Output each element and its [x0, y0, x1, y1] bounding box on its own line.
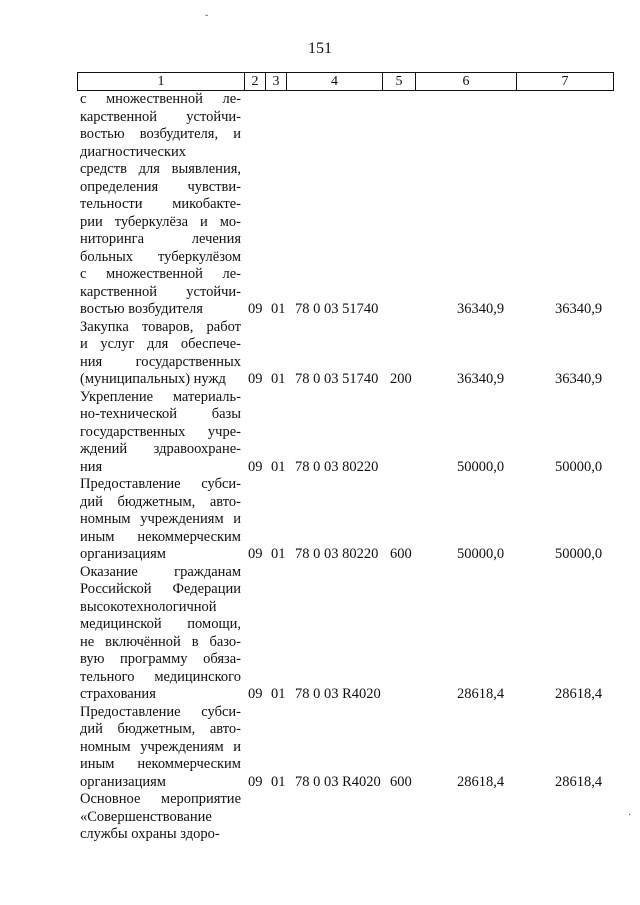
expense-type-code: 600: [390, 773, 412, 790]
row-name-line: больных туберкулёзом: [80, 248, 241, 265]
row-name: [80, 476, 241, 564]
table-row: [80, 476, 620, 564]
row-name-line: номным учреждениям и: [80, 738, 241, 755]
row-name: [80, 564, 241, 704]
row-name-line: иным некоммерческим: [80, 528, 241, 545]
row-name-line: ния государственных: [80, 353, 241, 370]
row-name-line: Российской Федерации: [80, 581, 241, 597]
section-code: 09: [248, 773, 263, 790]
table-row: [80, 389, 620, 477]
row-name-line: и услуг для обеспече-: [80, 336, 241, 352]
row-name-line: вую программу обяза-: [80, 651, 241, 667]
row-name-line: ниторинга лечения: [80, 231, 241, 247]
section-code: 09: [248, 371, 263, 387]
amount-col-7: 50000,0: [555, 546, 603, 562]
row-name-line: дий бюджетным, авто-: [80, 493, 241, 510]
amount-col-6: 50000,0: [457, 546, 505, 562]
row-name-line: востью возбудителя: [80, 301, 203, 317]
row-name-line: средств для выявления,: [80, 161, 241, 177]
row-name-line: Предоставление субси-: [80, 703, 241, 720]
column-header-3: 3: [266, 73, 287, 91]
row-name-line: Укрепление материаль-: [80, 388, 241, 405]
amount-col-6: 28618,4: [457, 686, 505, 702]
row-name-line: с множественной ле-: [80, 266, 241, 282]
amount-col-7: 50000,0: [555, 458, 603, 475]
row-name-line: службы охраны здоро-: [80, 826, 220, 842]
row-name: [80, 91, 241, 319]
target-article-code: 78 0 03 80220: [295, 458, 379, 475]
amount-col-6: 36340,9: [457, 371, 505, 387]
table-row: [80, 704, 620, 792]
row-name-line: востью возбудителя, и: [80, 126, 241, 142]
amount-col-6: 50000,0: [457, 458, 505, 475]
column-header-table: [77, 72, 614, 91]
row-name-line: медицинской помощи,: [80, 616, 241, 632]
amount-col-7: 36340,9: [555, 301, 603, 317]
row-name: [80, 389, 241, 477]
section-code: 09: [248, 686, 263, 702]
section-code: 09: [248, 458, 263, 475]
row-name-line: государственных учре-: [80, 423, 241, 440]
target-article-code: 78 0 03 R4020: [295, 773, 381, 790]
target-article-code: 78 0 03 80220: [295, 546, 379, 562]
row-name-line: определения чувстви-: [80, 178, 241, 195]
row-name-line: дий бюджетным, авто-: [80, 721, 241, 737]
amount-col-6: 28618,4: [457, 773, 505, 790]
subsection-code: 01: [271, 458, 286, 475]
column-header-7: 7: [517, 73, 614, 91]
row-name-line: не включённой в базо-: [80, 633, 241, 650]
table-row: [80, 791, 620, 844]
subsection-code: 01: [271, 546, 286, 562]
row-name-line: Предоставление субси-: [80, 476, 241, 492]
row-name-line: «Совершенствование: [80, 808, 212, 825]
row-name-line: (муниципальных) нужд: [80, 371, 226, 387]
row-name-line: диагностических: [80, 143, 187, 160]
row-name-line: карственной устойчи-: [80, 283, 241, 300]
column-header-5: 5: [383, 73, 416, 91]
column-header-4: 4: [287, 73, 383, 91]
row-name-line: организациям: [80, 773, 166, 790]
table-body: [80, 91, 620, 844]
subsection-code: 01: [271, 686, 286, 702]
row-name-line: Закупка товаров, работ: [80, 318, 241, 335]
subsection-code: 01: [271, 773, 286, 790]
section-code: 09: [248, 546, 263, 562]
row-name-line: страхования: [80, 686, 156, 702]
row-name-line: Основное мероприятие: [80, 791, 241, 807]
amount-col-6: 36340,9: [457, 301, 505, 317]
row-name: [80, 319, 241, 389]
row-name: [80, 791, 241, 844]
amount-col-7: 28618,4: [555, 686, 603, 702]
scan-mark: ˇ: [205, 14, 209, 25]
table-row: [80, 564, 620, 704]
row-name-line: ния: [80, 458, 103, 475]
target-article-code: 78 0 03 51740: [295, 371, 379, 387]
row-name-line: номным учреждениям и: [80, 511, 241, 527]
expense-type-code: 600: [390, 546, 412, 562]
column-header-2: 2: [245, 73, 266, 91]
row-name: [80, 704, 241, 792]
target-article-code: 78 0 03 51740: [295, 301, 379, 317]
amount-col-7: 28618,4: [555, 773, 603, 790]
column-header-6: 6: [416, 73, 517, 91]
row-name-line: тельности микобакте-: [80, 196, 241, 212]
section-code: 09: [248, 301, 263, 317]
row-name-line: карственной устойчи-: [80, 108, 241, 125]
row-name-line: высокотехнологичной: [80, 598, 217, 615]
row-name-line: с множественной ле-: [80, 91, 241, 107]
table-row: [80, 319, 620, 389]
row-name-line: тельного медицинского: [80, 668, 241, 685]
row-name-line: Оказание гражданам: [80, 563, 241, 580]
row-name-line: рии туберкулёза и мо-: [80, 213, 241, 230]
expense-type-code: 200: [390, 371, 412, 387]
row-name-line: иным некоммерческим: [80, 756, 241, 772]
table-row: [80, 91, 620, 319]
page-number: 151: [308, 40, 332, 57]
subsection-code: 01: [271, 371, 286, 387]
target-article-code: 78 0 03 R4020: [295, 686, 381, 702]
row-name-line: организациям: [80, 546, 166, 562]
amount-col-7: 36340,9: [555, 371, 603, 387]
subsection-code: 01: [271, 301, 286, 317]
row-name-line: но-технической базы: [80, 406, 241, 422]
row-name-line: ждений здравоохране-: [80, 441, 241, 457]
column-header-1: 1: [78, 73, 245, 91]
scan-mark: ·: [628, 810, 632, 821]
